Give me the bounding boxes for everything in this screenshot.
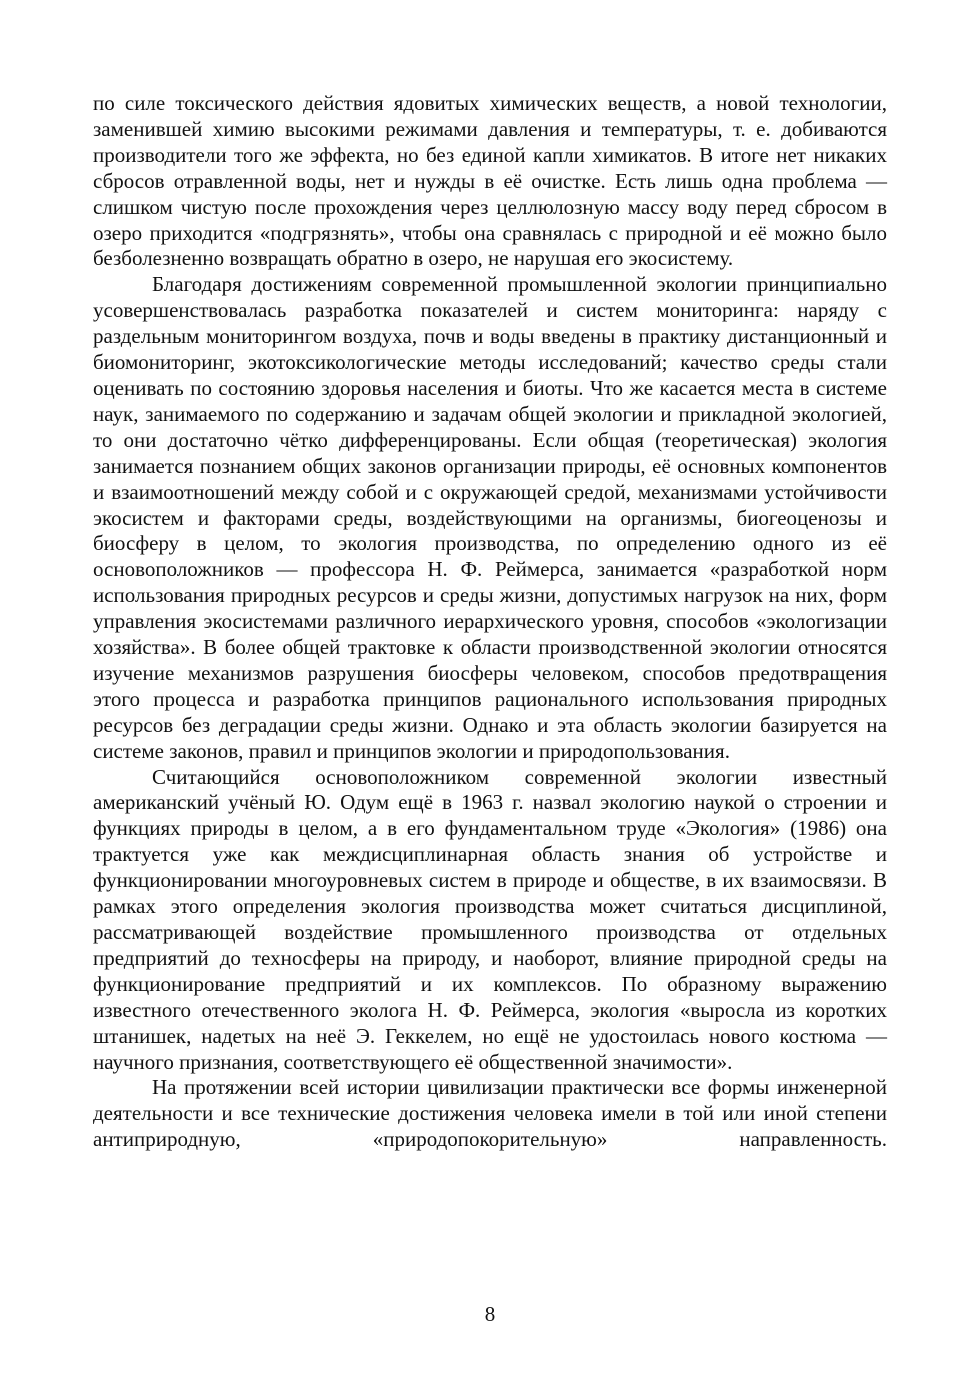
paragraph-1: по силе токсического действия ядовитых химических веществ, а новой технологии, заменившей химию высокими режимами давления и температуры, т. е. добиваются производители того же эффекта, но без единой капли химикатов. В итоге нет никаких сбросов отравленной воды, нет и нужды в её очистке. Есть лишь одна проблема — слишком чистую после прохождения через целлюлозную массу воду перед сбросом в озеро приходится «подгрязнять», чтобы она сравнялась с природной и её можно было безболезненно возвращать обратно в озеро, не нарушая его экосистему. (93, 91, 887, 271)
page-number: 8 (484, 1302, 496, 1326)
paragraph-2: Благодаря достижениям современной промышленной экологии принципиально усовершенствовалась разработка показателей и систем мониторинга: наряду с раздельным мониторингом воздуха, почв и воды введены в практику дистанционный и биомониторинг, экотоксикологические методы исследований; качество среды стали оценивать по состоянию здоровья населения и биоты. Что же касается места в системе наук, занимаемого по содержанию и задачам общей экологии и прикладной экологией, то они достаточно чётко дифференцированы. Если общая (теоретическая) экология занимается познанием общих законов организации природы, её основных компонентов и взаимоотношений между собой и с окружающей средой, механизмами устойчивости экосистем и факторами среды, воздействующими на организмы, биогеоценозы и биосферу в целом, то экология производства, по определению одного из её основоположников — профессора Н. Ф. Реймерса, занимается «разработкой норм использования природных ресурсов и среды жизни, допустимых нагрузок на них, форм управления экосистемами различного иерархического уровня, способов «экологизации хозяйства». В более общей трактовке к области производственной экологии относятся изучение механизмов разрушения биосферы человеком, способов предотвращения этого процесса и разработка принципов рационального использования природных ресурсов без деградации среды жизни. Однако и эта область экологии базируется на системе законов, правил и принципов экологии и природопользования. (93, 272, 887, 763)
paragraph-3: Считающийся основоположником современной экологии известный американский учёный Ю. Одум ещё в 1963 г. назвал экологию наукой о строении и функциях природы в целом, а в его фундаментальном труде «Экология» (1986) она трактуется уже как междисциплинарная область знания об устройстве и функционировании многоуровневых систем в природе и обществе, в их взаимосвязи. В рамках этого определения экология производства может считаться дисциплиной, рассматривающей воздействие промышленного производства от отдельных предприятий до техносферы на природу, и наоборот, влияние природной среды на функционирование предприятий и их комплексов. По образному выражению известного отечественного эколога Н. Ф. Реймерса, экология «выросла из коротких штанишек, надетых на неё Э. Геккелем, но ещё не удостоилась нового костюма — научного признания, соответствующего её общественной значимости». (93, 764, 887, 1074)
paragraph-4: На протяжении всей истории цивилизации практически все формы инженерной деятельности и все технические достижения человека имели в той или иной степени антиприродную, «природопокорительную» направленность. (93, 1075, 887, 1152)
page-body (93, 91, 887, 1153)
